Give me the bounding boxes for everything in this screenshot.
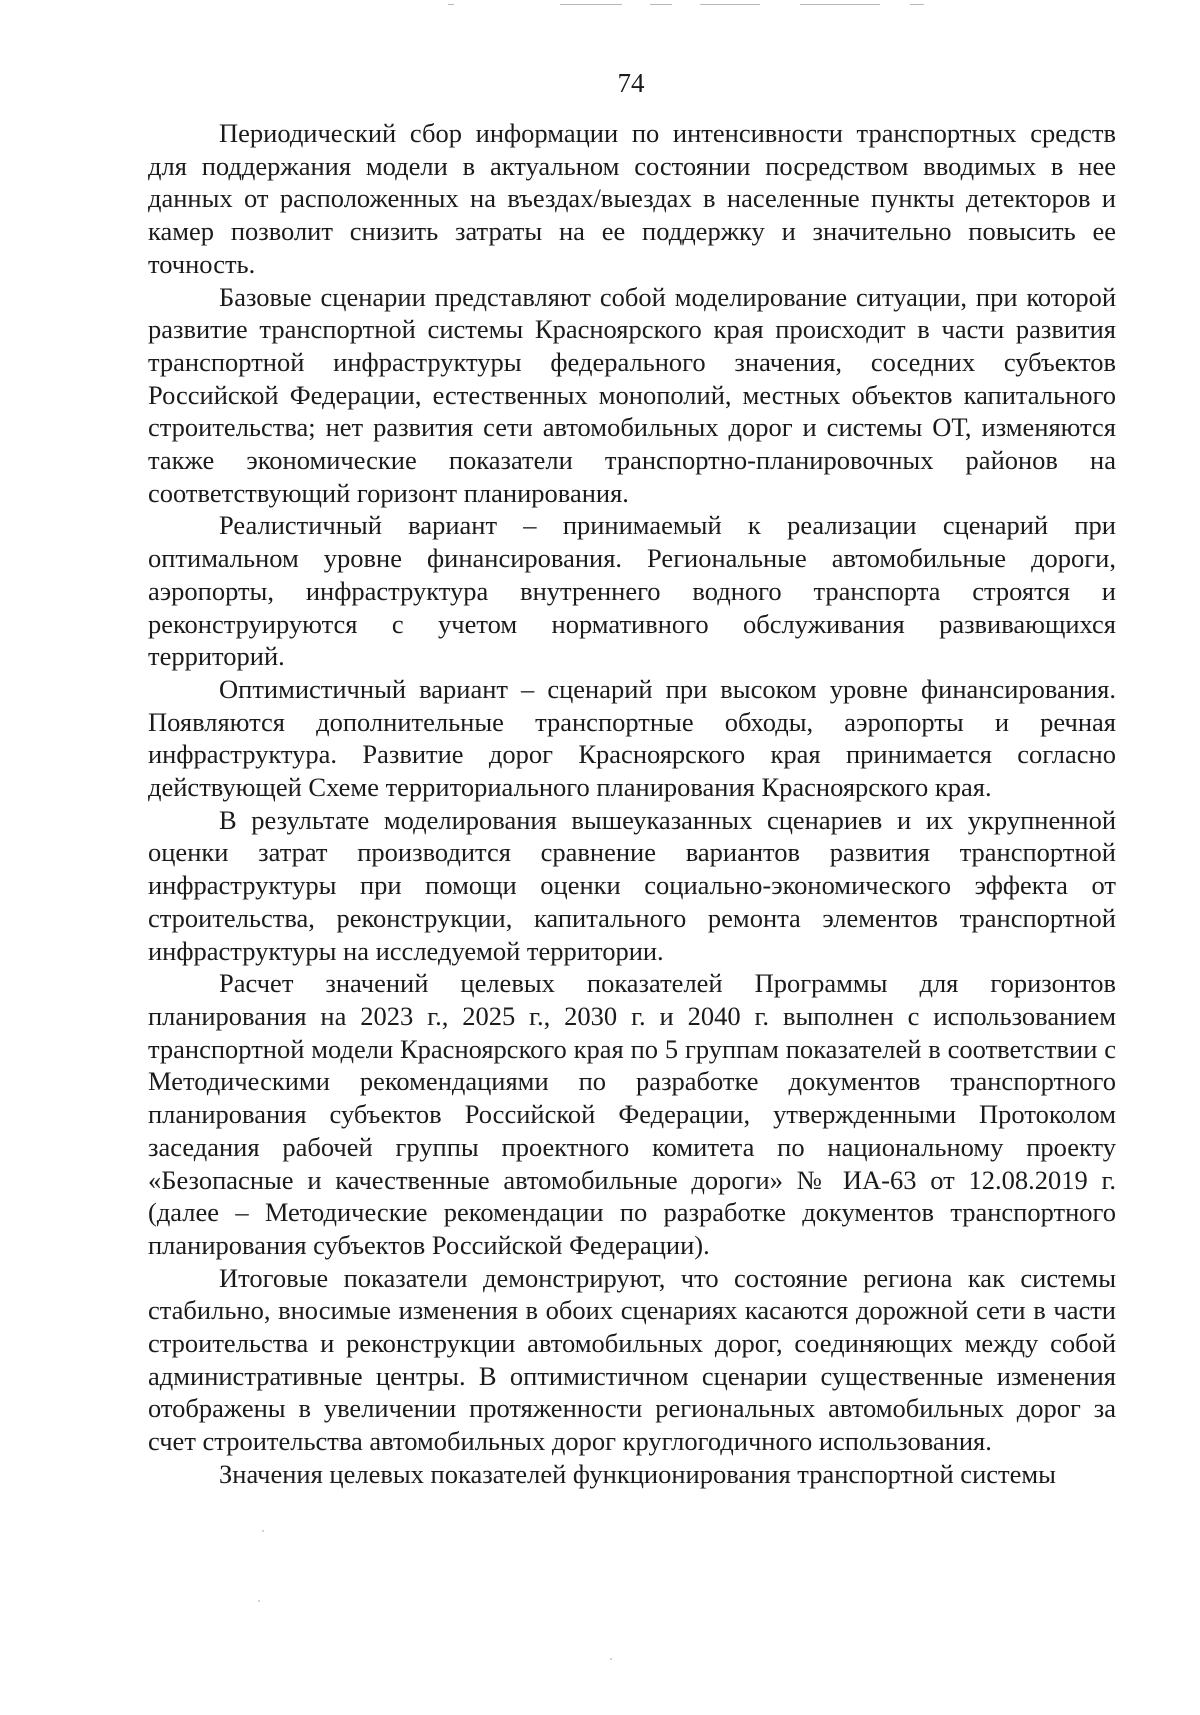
scan-artifact (700, 4, 760, 5)
page-number: 74 (617, 68, 645, 98)
scan-artifact (650, 4, 672, 5)
scan-artifact (560, 4, 622, 5)
paragraph-optimistic-variant: Оптимистичный вариант – сценарий при высоком уровне финансирования. Появляются дополнительные транспортные обходы, аэропорты и речная инфраструктура. Развитие дорог Красноярского края принимается согласно действующей Схеме территориального планирования Красноярского края. (148, 673, 1116, 803)
paragraph-base-scenarios: Базовые сценарии представляют собой моделирование ситуации, при которой развитие транспортной системы Красноярского края происходит в части развития транспортной инфраструктуры федерального значения, соседних субъектов Российской Федерации, естественных монополий, местных объектов капитального строительства; нет развития сети автомобильных дорог и системы ОТ, изменяются также экономические показатели транспортно-планировочных районов на соответствующий горизонт планирования. (148, 281, 1116, 508)
paragraph-data-collection: Периодический сбор информации по интенсивности транспортных средств для поддержания модели в актуальном состоянии посредством вводимых в нее данных от расположенных на въездах/выездах в населенные пункты детекторов и камер позволит снизить затраты на ее поддержку и значительно повысить ее точность. (148, 118, 1116, 279)
paragraph-comparison: В результате моделирования вышеуказанных сценариев и их укрупненной оценки затрат производится сравнение вариантов развития транспортной инфраструктуры при помощи оценки социально-экономического эффекта от строительства, реконструкции, капитального ремонта элементов транспортной инфраструктуры на исследуемой территории. (148, 804, 1116, 966)
scan-speck (610, 1658, 612, 1660)
paragraph-target-values-intro: Значения целевых показателей функционирования транспортной системы (219, 1458, 1056, 1489)
body-text (148, 117, 1116, 1491)
paragraph-final-indicators: Итоговые показатели демонстрируют, что состояние региона как системы стабильно, вносимые изменения в обоих сценариях касаются дорожной сети в части строительства и реконструкции автомобильных дорог, соединяющих между собой административные центры. В оптимистичном сценарии существенные изменения отображены в увеличении протяженности региональных автомобильных дорог за счет строительства автомобильных дорог круглогодичного использования. (148, 1262, 1116, 1457)
paragraph-target-indicators-calculation: Расчет значений целевых показателей Программы для горизонтов планирования на 2023 г., 2025 г., 2030 г. и 2040 г. выполнен с использованием транспортной модели Красноярского края по 5 группам показателей в соответствии с Методическими рекомендациями по разработке документов транспортного планирования субъектов Российской Федерации, утвержденными Протоколом заседания рабочей группы проектного комитета по национальному проекту «Безопасные и качественные автомобильные дороги» № ИА-63 от 12.08.2019 г. (далее – Методические рекомендации по разработке документов транспортного планирования субъектов Российской Федерации). (148, 968, 1116, 1260)
scan-speck (262, 1530, 264, 1532)
paragraph-realistic-variant: Реалистичный вариант – принимаемый к реализации сценарий при оптимальном уровне финансирования. Региональные автомобильные дороги, аэропорты, инфраструктура внутреннего водного транспорта строятся и реконструируются с учетом нормативного обслуживания развивающихся территорий. (148, 510, 1116, 672)
scan-artifact (448, 4, 454, 5)
scan-artifact (910, 4, 924, 5)
scan-speck (258, 1600, 260, 1602)
scan-artifact (800, 4, 880, 5)
